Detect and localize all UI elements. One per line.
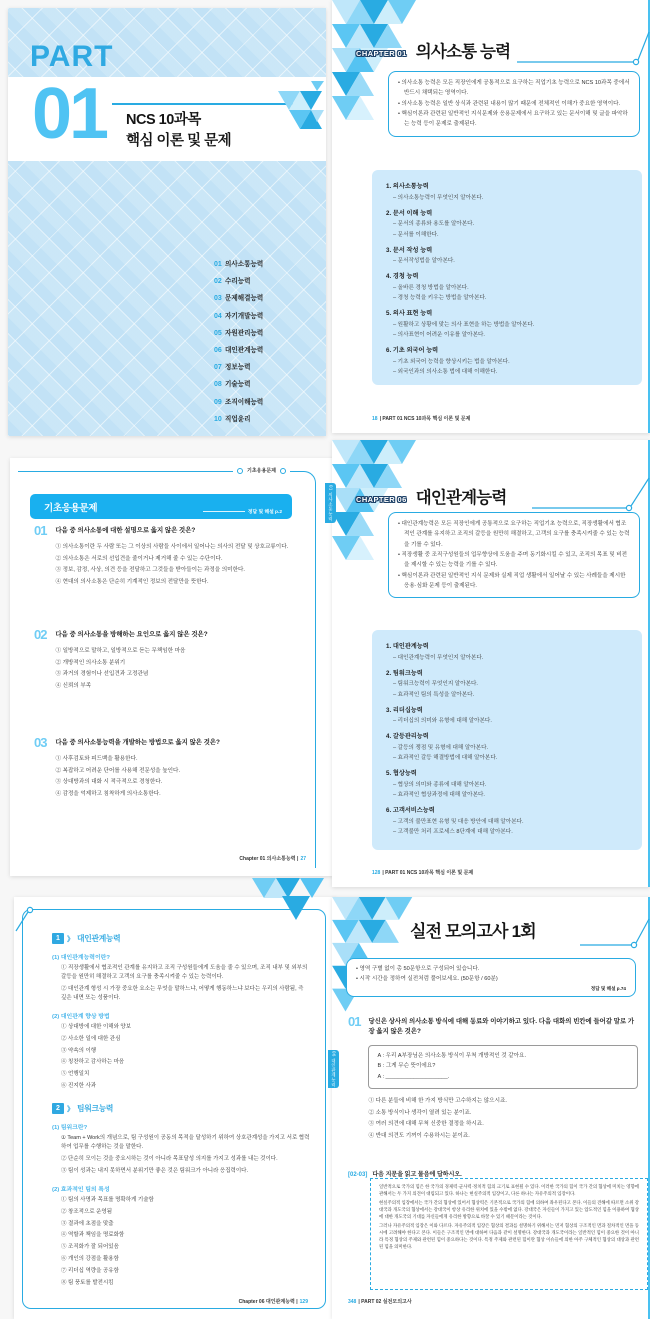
question-01	[348, 1015, 634, 1142]
objective-line: 4. 경청 능력	[386, 273, 419, 280]
part-title-band	[8, 74, 326, 161]
chapter-intro-box	[388, 512, 640, 598]
theory-line: ⑤ 언행일치	[61, 1071, 90, 1078]
page-number: 129	[299, 1299, 308, 1305]
answer-reference-label: 정답 및 해설 p.74	[590, 985, 626, 991]
option: ④ 신뢰의 부족	[55, 682, 92, 689]
option: ③ 과거의 경험이나 선입견과 고정관념	[55, 671, 149, 678]
passage-paragraph: 그러나 자유주의적 입장은 이와 다르다. 자유주의적 입장은 협상의 결과를 설명하기 위해서는 먼저 협상의 구조적인 면과 절차적인 면을 동시에 고려해야 한다고 본다. 이들은 구조적인 면에 대하여 다음과 같이 설명한다. 강대국과 개도국이라는 일반적인 힘이 중요한 것이 아니라 특정 협상의 주제와 관련된 힘이 중요하다는 것이다. 특정 주제와 관련된 힘이란 협상 이슈들에 의한 아주 구체적인 협상의 대상과 관련된 힘을 의미한다.	[379, 1222, 639, 1249]
toc-item	[214, 358, 263, 375]
dialog-line: A : ____________________.	[377, 1074, 450, 1081]
objective-line: – 기초 외국어 능력을 향상시키는 법을 알아본다.	[393, 358, 510, 365]
theory-line: (1) 대인관계능력이란?	[52, 955, 110, 961]
dialog-box	[368, 1045, 638, 1090]
page-footer	[372, 869, 473, 876]
objective-line: – 경청 능력을 키우는 방법을 알아본다.	[393, 295, 487, 301]
section-number: 2	[52, 1103, 64, 1114]
option: ② 복잡하고 어려운 단어를 사용해 전문성을 높인다.	[55, 767, 181, 774]
objective-line: – 의사표현이 어려운 이유를 알아본다.	[393, 332, 485, 338]
page-mock-exam	[332, 897, 650, 1319]
objective-line: 3. 리더십능력	[386, 706, 423, 714]
theory-line: ⑥ 개인의 강점을 활용함	[61, 1256, 119, 1263]
theory-line: ④ 칭찬하고 감사하는 마음	[61, 1059, 125, 1066]
theory-line: ⑧ 팀 풍토를 발전시킴	[61, 1279, 114, 1286]
toc-item-number: 07	[214, 364, 222, 372]
toc-item-number: 05	[214, 329, 222, 337]
objective-line: – 문서의 종류와 용도를 알아본다.	[393, 221, 475, 227]
toc-item-label: 수리능력	[225, 278, 251, 286]
part-toc	[214, 255, 263, 427]
ring-dot	[280, 468, 286, 474]
intro-bullet: • 직장생활 중 조직구성원들의 업무향상에 도움을 주며 동기화시킬 수 있고, 조직의 목표 및 비전을 제시할 수 있는 능력을 기를 수 있다.	[398, 550, 630, 571]
objective-line: 4. 갈등관리능력	[386, 733, 429, 740]
section-arrow-icon: 》	[67, 1105, 74, 1113]
question-set-header	[348, 1169, 462, 1178]
question-number: 01	[34, 523, 47, 538]
objective-line: 5. 협상능력	[386, 770, 417, 777]
objective-line: – 갈등의 쟁점 및 유형에 대해 알아본다.	[393, 744, 489, 751]
objective-line: – 효과적인 팀의 특성을 알아본다.	[393, 691, 475, 698]
exam-info-list	[356, 964, 626, 985]
objective-line: 1. 의사소통능력	[386, 183, 429, 190]
page-basic-problems	[10, 458, 334, 876]
page-footer	[239, 855, 306, 862]
toc-item-label: 직업윤리	[225, 415, 251, 423]
objective-line: – 대인관계능력이 무엇인지 알아본다.	[393, 654, 484, 661]
page-footer	[239, 1298, 308, 1305]
passage-paragraph: 일반적으로 국가의 힘은 한 국가의 경제력·군사력·정치적 힘의 크기로 표현될 수 있다. 이러한 국가의 힘이 국가 간의 협상에 미치는 영향에 관해서는 두 가지 의견이 대립되고 있다. 하나는 현실주의적 입장이고, 다른 하나는 자유주의적 입장이다.	[379, 1184, 639, 1196]
intro-bullet: • 의사소통 능력은 일반 상식과 관련된 내용이 많기 때문에 전체적인 이해가 중요한 영역이다.	[398, 99, 630, 109]
part-number: 01	[32, 74, 107, 154]
options-list	[55, 646, 304, 692]
chapter-badge: CHAPTER 01	[356, 49, 407, 58]
chapter-title: 대인관계능력	[415, 489, 507, 507]
toc-item-number: 09	[214, 398, 222, 406]
page-part-opener	[8, 8, 326, 436]
objective-line: – 고객불만 처리 프로세스 8단계에 대해 알아본다.	[393, 829, 513, 835]
question-body	[55, 628, 304, 692]
page-chapter-01	[332, 0, 650, 433]
page-number: 27	[300, 856, 306, 862]
option: ④ 감정을 억제하고 침착하게 의사소통한다.	[55, 790, 161, 797]
ring-dot	[237, 468, 243, 474]
theory-line: ③ 약속의 이행	[61, 1047, 97, 1054]
info-bullet: • 영역 구별 없이 총 50문항으로 구성되어 있습니다.	[356, 964, 626, 974]
theory-line: (1) 팀워크란?	[52, 1125, 88, 1132]
objective-line: 2. 문서 이해 능력	[386, 209, 433, 217]
toc-item-label: 의사소통능력	[225, 261, 264, 268]
theory-line: ④ 역할과 책임을 명료화함	[61, 1232, 125, 1239]
toc-item-label: 조직이해능력	[225, 398, 264, 406]
objective-line: – 문서를 이해한다.	[393, 231, 439, 238]
toc-item-number: 06	[214, 347, 222, 355]
dialog-line: A : 우리 A부장님은 의사소통 방식이 무척 개방적인 것 같아요.	[377, 1052, 526, 1059]
option: ① 의사소통이란 두 사람 또는 그 이상의 사람들 사이에서 일어나는 의사의 전달 및 상호교류이다.	[55, 544, 289, 551]
page-number: 348	[348, 1299, 357, 1305]
section-arrow-icon: 》	[67, 935, 74, 943]
question-body	[55, 524, 304, 588]
objective-line: 6. 고객서비스능력	[386, 807, 435, 814]
question-text: 다음 중 의사소통에 대한 설명으로 옳지 않은 것은?	[55, 527, 196, 534]
theory-line: ③ 팀이 성과는 내지 못하면서 분위기만 좋은 것은 팀워크가 아니라 응집력이다.	[61, 1167, 249, 1174]
option: ② 의사소통은 서로의 선입견을 줄이거나 제거해 줄 수 있는 수단이다.	[55, 555, 223, 562]
page-theory	[14, 897, 336, 1319]
footer-text: | PART 01 NCS 10과목 핵심 이론 및 문제	[382, 870, 474, 876]
intro-bullet: • 대인관계능력은 모든 직장인에게 공통적으로 요구하는 직업기초 능력으로, 직장생활에서 협조적인 관계를 유지하고 조직의 갈등을 원만히 해결하고, 고객의 요구를 충족시켜줄 수 있는 능력을 기를 수 있다.	[398, 519, 630, 550]
intro-bullet: • 핵심이론과 관련된 일반적인 지식 문제와 실제 직업 생활에서 일어날 수 있는 사례들을 제시한 응용·심화 문제 등이 출제된다.	[398, 571, 630, 592]
triangle-mosaic	[278, 79, 324, 145]
toc-item-number: 10	[214, 415, 222, 423]
chapter-objectives-box	[372, 630, 642, 850]
question-01	[34, 524, 304, 588]
theory-content	[52, 933, 310, 1291]
objective-line: 3. 문서 작성 능력	[386, 246, 433, 254]
part-kicker: PART	[30, 40, 114, 73]
toc-item	[214, 410, 263, 427]
question-number: 02	[34, 627, 47, 642]
toc-item-number: 03	[214, 295, 222, 303]
info-bullet: • 시작 시간을 정하여 실전처럼 풀어보세요. (50문항 / 60분)	[356, 974, 626, 984]
section-header-bar	[30, 494, 292, 519]
chapter-side-tab	[325, 483, 336, 523]
option: ③ 여러 의견에 대해 무척 신중한 결정을 하시죠.	[368, 1121, 484, 1128]
question-set-instruction: 다음 지문을 읽고 물음에 답하시오.	[372, 1172, 462, 1178]
option: ① 사후검토와 피드백을 활용한다.	[55, 756, 138, 763]
toc-item-label: 기술능력	[225, 381, 251, 389]
section-lines	[52, 952, 310, 1091]
option: ① 다른 분들에 비해 한 가지 방식만 고수하지는 않으시죠.	[368, 1098, 507, 1105]
passage-paragraph: 현실주의적 입장에서는 국가 간의 협상에 있어서 협상력은 기본적으로 국가의 힘에 의하여 좌우된다고 본다. 이들의 견해에 따르면 소위 강대국과 개도국의 협상에서는 강대국이 항상 유리한 위치에 있을 수밖에 없다. 강대국은 자신들이 가지고 있는 압도적인 힘을 이용하여 협상에 대한 개도국의 기대를 자신들에게 유리한 방향으로 바꿀 수 있기 때문이라는 것이다.	[379, 1199, 639, 1219]
theory-line: ② 대인관계 형성 시 가장 중요한 요소는 무엇을 말하느냐, 어떻게 행동하느냐 보다는 우리의 사람됨, 즉 깊은 내면 또는 성품이다.	[61, 985, 304, 1002]
arrow-line	[203, 511, 245, 512]
reading-passage-box	[370, 1178, 648, 1290]
toc-item	[214, 341, 263, 358]
intro-bullet: • 의사소통 능력은 모든 직장인에게 공통적으로 요구하는 직업기초 능력으로 NCS 10과목 중에서 반드시 채택되는 영역이다.	[398, 78, 630, 99]
objective-line: – 고객의 불만표현 유형 및 대응 방안에 대해 알아본다.	[393, 818, 524, 825]
section-number: 1	[52, 933, 64, 944]
question-body	[368, 1015, 638, 1142]
divider-line	[112, 103, 298, 105]
section-title: 팀워크능력	[77, 1104, 114, 1114]
running-head	[233, 467, 290, 474]
footer-text: Chapter 06 대인관계능력 |	[238, 1299, 298, 1305]
option: ④ 반대 의견도 기꺼이 수용하시는 분이죠.	[368, 1132, 470, 1139]
objective-line: 2. 팀워크능력	[386, 669, 423, 677]
theory-line: ① 상대방에 대한 이해와 양보	[61, 1023, 132, 1030]
section-title: 대인관계능력	[77, 934, 121, 943]
toc-item-label: 문제해결능력	[225, 295, 264, 303]
question-text: 다음 중 의사소통능력을 개발하는 방법으로 옳지 않은 것은?	[55, 739, 220, 746]
page-footer	[348, 1298, 412, 1305]
page-chapter-06	[332, 440, 650, 887]
toc-item-label: 자원관리능력	[225, 329, 264, 337]
objective-line: – 팀워크능력이 무엇인지 알아본다.	[393, 681, 478, 687]
running-head-label: 기초응용문제	[247, 468, 276, 474]
objective-line: – 올바른 경청 방법을 알아본다.	[393, 284, 469, 291]
objective-line: 1. 대인관계능력	[386, 643, 429, 650]
part-title	[126, 110, 231, 152]
objective-line: – 리더십의 의미와 유형에 대해 알아본다.	[393, 718, 492, 724]
question-text: 다음 중 의사소통을 방해하는 요인으로 옳지 않은 것은?	[55, 631, 208, 638]
toc-item	[214, 272, 263, 289]
toc-item-label: 정보능력	[225, 364, 251, 372]
question-body	[55, 736, 304, 800]
theory-line: ③ 결과에 초점을 맞춤	[61, 1220, 114, 1227]
answer-reference	[203, 508, 282, 515]
section-heading	[52, 1103, 310, 1114]
dialog-line: B : 그게 무슨 뜻이에요?	[377, 1063, 436, 1070]
theory-line: ① 직장생활에서 협조적인 관계를 유지하고 조직 구성원들에게 도움을 줄 수 있으며, 조직 내부 및 외부의 갈등을 원만히 해결하고 고객의 요구를 충족시켜줄 수 있는 능력이다.	[61, 964, 308, 980]
chapter-header	[356, 484, 507, 508]
toc-item-number: 08	[214, 381, 222, 389]
section-heading	[52, 933, 310, 944]
question-02	[34, 628, 304, 692]
chapter-intro-box	[388, 71, 640, 137]
question-text: 당신은 상사의 의사소통 방식에 대해 동료와 이야기하고 있다. 다음 대화의 빈칸에 들어갈 말로 가장 옳지 않은 것은?	[368, 1018, 635, 1036]
objective-line: – 효과적인 갈등 해결방법에 대해 알아본다.	[393, 755, 498, 761]
theory-line: (2) 효과적인 팀의 특성	[52, 1187, 110, 1194]
options-list	[368, 1096, 638, 1142]
section-title: 기초응용문제	[44, 503, 98, 514]
chapter-badge: CHAPTER 06	[356, 495, 407, 504]
objective-line: 5. 의사 표현 능력	[386, 310, 433, 317]
theory-line: ⑤ 조직화가 잘 되어있음	[61, 1244, 119, 1251]
options-list	[55, 542, 304, 588]
page-number: 18	[372, 416, 378, 422]
objective-line: – 문서작성법을 알아본다.	[393, 258, 455, 264]
exam-info-box	[346, 958, 636, 997]
chapter-header	[356, 38, 510, 62]
section-lines	[52, 1122, 310, 1288]
intro-bullet: • 핵심이론과 관련된 일반적인 지식문제와 응용문제에서 요구하고 있는 문서이해 및 글을 파악하는 능력 등이 문제로 출제된다.	[398, 109, 630, 130]
toc-item	[214, 255, 263, 272]
objective-line: – 협상의 의미와 종류에 대해 알아본다.	[393, 781, 487, 788]
options-list	[55, 754, 304, 800]
toc-item-number: 04	[214, 312, 222, 320]
theory-line: ② 사소한 일에 대한 관심	[61, 1035, 121, 1042]
option: ① 일방적으로 말하고, 일방적으로 듣는 무책임한 마음	[55, 648, 186, 655]
theory-line: ① Team + Work의 개념으로, 팀 구성원이 공동의 목적을 달성하기 위하여 상호관계성을 가지고 서로 협력하여 업무를 수행하는 것을 말한다.	[61, 1134, 310, 1151]
question-03	[34, 736, 304, 800]
question-set-range: [02-03]	[348, 1172, 368, 1178]
toc-item	[214, 375, 263, 392]
toc-item-number: 02	[214, 278, 222, 286]
footer-text: | PART 01 NCS 10과목 핵심 이론 및 문제	[379, 416, 471, 422]
toc-item	[214, 324, 263, 341]
toc-item	[214, 307, 263, 324]
chapter-objectives-box	[372, 170, 642, 385]
question-number: 03	[34, 735, 47, 750]
side-tab-label: 01 의사소통능력	[328, 484, 334, 522]
answer-reference-label: 정답 및 해설 p.2	[247, 510, 282, 515]
objective-line: – 원활하고 상황에 맞는 의사 표현을 하는 방법을 알아본다.	[393, 321, 535, 328]
theory-line: ② 창조적으로 운영됨	[61, 1208, 113, 1215]
triangle-mosaic	[252, 878, 324, 924]
theory-line: (2) 대인관계 향상 방법	[52, 1014, 110, 1021]
option: ④ 현대의 의사소통은 단순히 기계적인 정보의 전달만을 뜻한다.	[55, 578, 209, 585]
toc-item	[214, 289, 263, 306]
option: ③ 상대방과의 대화 시 적극적으로 경청한다.	[55, 779, 163, 786]
option: ② 소통 방식이나 생각이 열려 있는 분이죠.	[368, 1109, 472, 1116]
toc-item-number: 01	[214, 261, 222, 268]
chapter-title: 의사소통 능력	[415, 43, 511, 61]
part-title-line2: 핵심 이론 및 문제	[126, 133, 232, 150]
side-tab-label: 06 대인관계능력	[331, 1050, 337, 1088]
theory-line: ⑦ 리더십 역량을 공유함	[61, 1267, 119, 1274]
frame-corner-decoration	[14, 897, 48, 937]
footer-text: Chapter 01 의사소통능력 |	[239, 856, 299, 862]
toc-item-label: 대인관계능력	[225, 347, 264, 355]
page-number: 128	[372, 870, 381, 876]
exam-title: 실전 모의고사 1회	[410, 922, 536, 941]
question-number: 01	[348, 1014, 361, 1029]
chapter-side-tab	[328, 1050, 339, 1088]
page-footer	[372, 415, 470, 422]
objective-line: 6. 기초 외국어 능력	[386, 347, 439, 354]
option: ② 개방적인 의사소통 분위기	[55, 659, 126, 666]
toc-item	[214, 393, 263, 410]
option: ③ 정보, 감정, 사상, 의견 등을 전달하고 그것들을 받아들이는 과정을 의미한다.	[55, 567, 245, 574]
objective-line: – 효과적인 협상과정에 대해 알아본다.	[393, 792, 485, 798]
objective-line: – 의사소통능력이 무엇인지 알아본다.	[393, 194, 484, 201]
part-title-line1: NCS 10과목	[126, 112, 201, 128]
toc-item-label: 자기개발능력	[225, 312, 264, 320]
theory-line: ② 단순히 모이는 것을 중요시하는 것이 아니라 목표달성 의지를 가지고 성과를 내는 것이다.	[61, 1156, 278, 1163]
footer-text: | PART 02 실전모의고사	[358, 1299, 412, 1305]
theory-line: ⑥ 진지한 사과	[61, 1083, 97, 1090]
theory-line: ① 팀의 사명과 목표를 명확하게 기술함	[61, 1196, 154, 1203]
objective-line: – 외국인과의 의사소통 법에 대해 이해한다.	[393, 369, 498, 375]
